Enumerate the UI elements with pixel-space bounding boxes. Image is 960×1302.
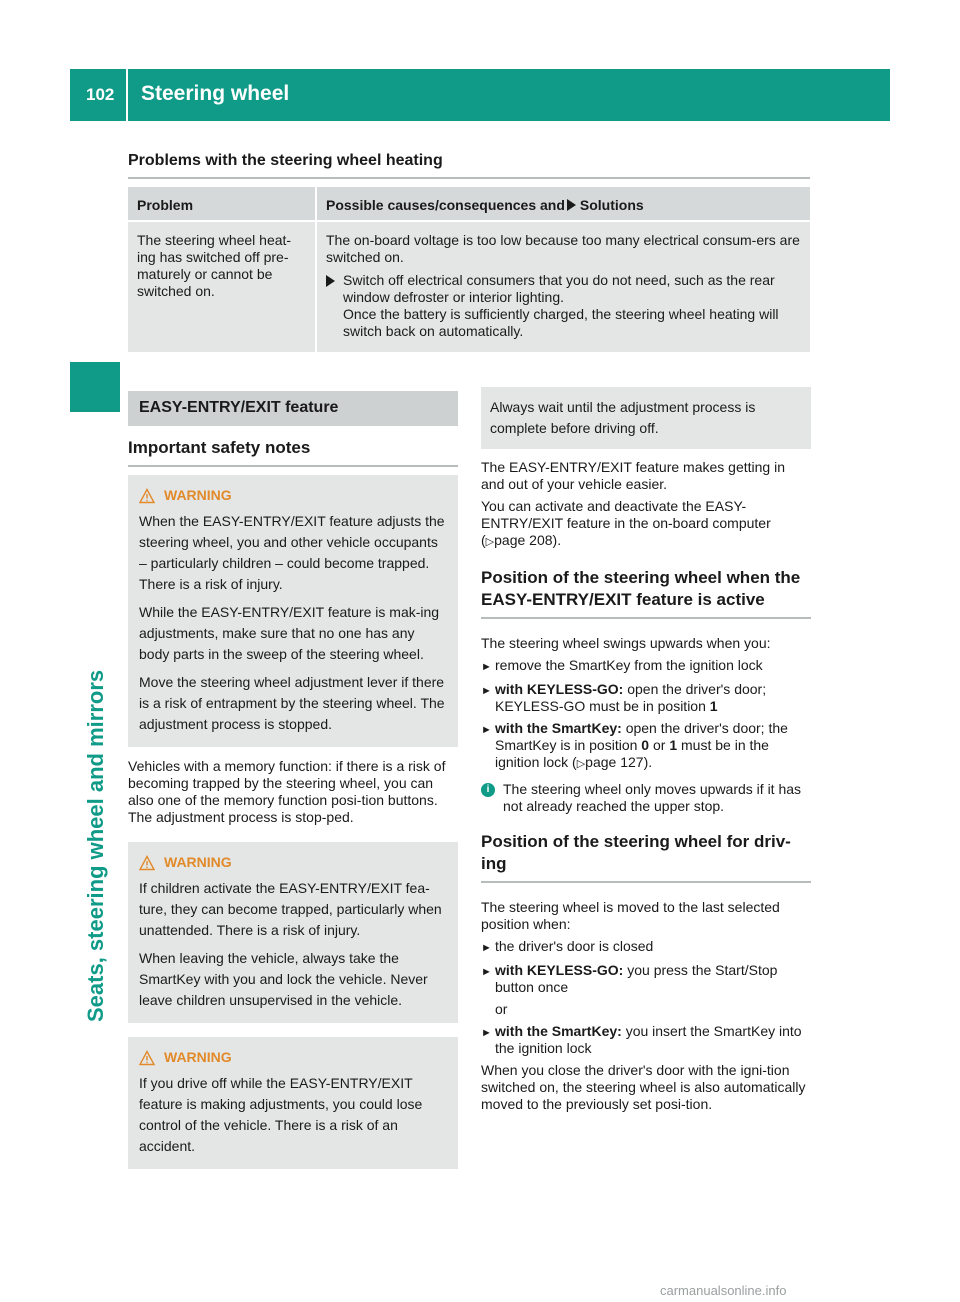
bullet-icon: ► — [481, 966, 492, 978]
warning-label: WARNING — [164, 487, 232, 503]
warning-triangle-icon — [139, 488, 155, 504]
solution-step — [326, 272, 801, 340]
list-item: ► remove the SmartKey from the ignition lock — [481, 657, 811, 676]
warning-title — [139, 487, 447, 504]
warning-title — [139, 854, 447, 871]
table-cell-cause — [317, 222, 810, 352]
table-header-causes-label: Possible causes/consequences and — [326, 197, 565, 213]
table-header-solutions-label: Solutions — [579, 197, 644, 213]
info-icon: i — [481, 783, 495, 797]
list-or: or — [495, 1001, 508, 1017]
list-item: ► with the SmartKey: you insert the SmartKey into the ignition lock — [481, 1023, 802, 1056]
section-heading: Position of the steering wheel for driv-ing — [481, 831, 811, 883]
safety-heading: Important safety notes — [128, 437, 458, 467]
paragraph: The EASY-ENTRY/EXIT feature makes getting in and out of your vehicle easier. — [481, 459, 786, 492]
warning-text: When the EASY-ENTRY/EXIT feature adjusts the steering wheel, you and other vehicle occupants – particularly children – could become trapped. There is a risk of injury. — [139, 513, 445, 592]
warning-box-2 — [128, 842, 458, 1023]
paragraph: You can activate and deactivate the EASY-ENTRY/EXIT feature in the on-board computer (▷page 208). — [481, 498, 771, 548]
info-note: i The steering wheel only moves upwards if it has not already reached the upper stop. — [481, 781, 811, 815]
section-heading: Position of the steering wheel when the EASY-ENTRY/EXIT feature is active — [481, 567, 811, 619]
list-item: ► with KEYLESS-GO: you press the Start/Stop button once — [481, 962, 778, 995]
bullet-icon: ► — [481, 724, 492, 736]
page-title: Steering wheel — [141, 82, 290, 105]
page-number: 102 — [70, 69, 128, 121]
problem-table — [128, 187, 810, 352]
memory-paragraph: Vehicles with a memory function: if there is a risk of becoming trapped by the steering wheel, you can also one of the memory function posi-tion buttons. The adjustment process is stop-ped. — [128, 758, 446, 825]
warning-box-3 — [128, 1037, 458, 1169]
bullet-icon: ► — [481, 1027, 492, 1039]
arrow-right-icon — [567, 199, 576, 211]
solution-followup: Once the battery is sufficiently charged, the steering wheel heating will switch back on automatically. — [343, 306, 779, 339]
warning-label: WARNING — [164, 1049, 232, 1065]
warning-label: WARNING — [164, 854, 232, 870]
cause-text: The on-board voltage is too low because too many electrical consum-ers are switched on. — [326, 232, 800, 265]
table-header-problem: Problem — [128, 187, 315, 220]
side-tab-marker — [70, 362, 120, 412]
list-item: ► with KEYLESS-GO: open the driver's door; KEYLESS-GO must be in position 1 — [481, 681, 767, 714]
watermark: carmanualsonline.info — [660, 1283, 787, 1298]
side-tab-label: Seats, steering wheel and mirrors — [83, 669, 108, 1022]
table-row — [128, 222, 810, 352]
section-title: Problems with the steering wheel heating — [128, 152, 443, 169]
feature-bar-title: EASY-ENTRY/EXIT feature — [128, 391, 458, 426]
warning-text: If you drive off while the EASY-ENTRY/EXIT feature is making adjustments, you could lose control of the vehicle. There is a risk of an accident. — [139, 1075, 423, 1154]
bullet-icon: ► — [481, 661, 492, 673]
right-column — [481, 387, 811, 1113]
warning-text: When leaving the vehicle, always take the SmartKey with you and lock the vehicle. Never leave children unsupervised in the vehicle. — [139, 950, 428, 1008]
paragraph: When you close the driver's door with the igni-tion switched on, the steering wheel is also automatically moved to the previously set posi-tion. — [481, 1062, 806, 1112]
warning-text: While the EASY-ENTRY/EXIT feature is mak-ing adjustments, make sure that no one has any body parts in the sweep of the steering wheel. — [139, 604, 440, 662]
warning-triangle-icon — [139, 855, 155, 871]
list-item: ► the driver's door is closed — [481, 938, 811, 957]
warning-text: If children activate the EASY-ENTRY/EXIT fea-ture, they can become trapped, particularly when unattended. There is a risk of injury. — [139, 880, 442, 938]
warning-box-1 — [128, 475, 458, 747]
bullet-icon: ► — [481, 685, 492, 697]
note-box: Always wait until the adjustment process is complete before driving off. — [481, 387, 811, 449]
paragraph: The steering wheel is moved to the last selected position when: — [481, 899, 780, 932]
list-item: ► with the SmartKey: open the driver's door; the SmartKey is in position 0 or 1 must be in the ignition lock (▷page 127). — [481, 720, 811, 773]
table-cell-problem: The steering wheel heat-ing has switched off pre-maturely or cannot be switched on. — [128, 222, 315, 352]
side-tab — [70, 422, 120, 1022]
solution-text: Switch off electrical consumers that you do not need, such as the rear window defroster or interior lighting. — [343, 272, 775, 305]
table-header-row — [128, 187, 810, 220]
section-rule — [128, 177, 810, 179]
warning-title — [139, 1049, 447, 1066]
warning-triangle-icon — [139, 1050, 155, 1066]
arrow-right-icon — [326, 275, 335, 287]
page-ref-icon: ▷ — [485, 536, 495, 548]
warning-text: Move the steering wheel adjustment lever if there is a risk of entrapment by the steering wheel. The adjustment process is stopped. — [139, 674, 445, 732]
table-header-causes — [317, 187, 810, 220]
bullet-icon: ► — [481, 942, 492, 954]
paragraph: The steering wheel swings upwards when you: — [481, 635, 771, 651]
left-column — [128, 391, 458, 1169]
page-ref-icon: ▷ — [576, 758, 586, 770]
